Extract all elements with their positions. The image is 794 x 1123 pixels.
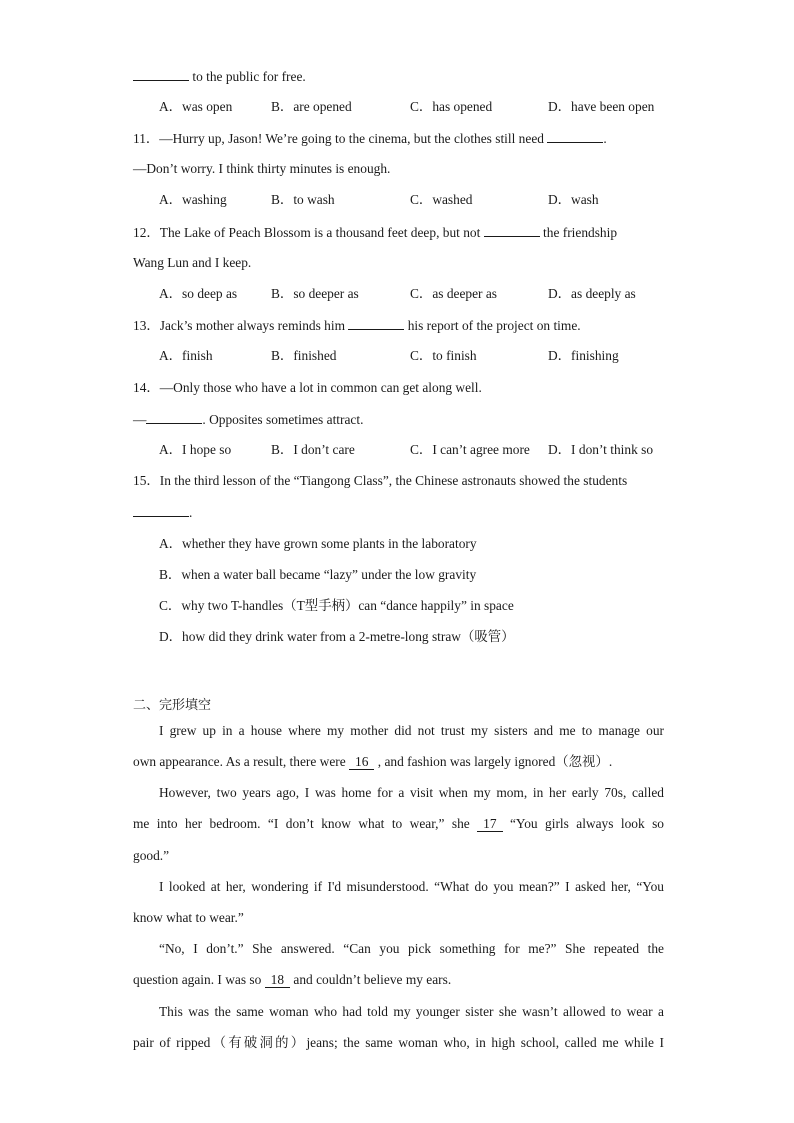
q14-reply: — . Opposites sometimes attract. <box>133 412 364 427</box>
cloze-blank-18: 18 <box>265 972 290 988</box>
q11-option-d: D．wash <box>548 192 599 207</box>
q11-stem: 11．—Hurry up, Jason! We’re going to the cinema, but the clothes still need . <box>133 131 607 146</box>
cloze-line: know what to wear.” <box>133 910 244 925</box>
q13-option-c: C．to finish <box>410 348 477 363</box>
q15-option-a: A．whether they have grown some plants in the laboratory <box>159 536 477 551</box>
cloze-line: “No, I don’t.” She answered. “Can you pick something for me?” She repeated the <box>159 941 664 956</box>
q14-options <box>0 441 794 459</box>
answer-blank <box>133 503 189 517</box>
q12-option-b: B．so deeper as <box>271 286 359 301</box>
q10-option-d: D．have been open <box>548 99 655 114</box>
answer-blank <box>484 223 540 237</box>
q15-stem: 15．In the third lesson of the “Tiangong Class”, the Chinese astronauts showed the students <box>133 473 628 488</box>
q12-stem-cont: Wang Lun and I keep. <box>133 255 252 270</box>
q14-option-c: C．I can’t agree more <box>410 442 530 457</box>
q14-stem: 14．—Only those who have a lot in common can get along well. <box>133 380 482 395</box>
cloze-line: question again. I was so 18 and couldn’t believe my ears. <box>133 972 452 987</box>
section-heading: 二、完形填空 <box>133 698 212 713</box>
q13-option-b: B．finished <box>271 348 337 363</box>
q13-option-d: D．finishing <box>548 348 619 363</box>
q11-options <box>0 191 794 209</box>
q11-option-b: B．to wash <box>271 192 335 207</box>
q13-options <box>0 347 794 365</box>
q12-options <box>0 285 794 303</box>
q12-option-a: A．so deep as <box>159 286 238 301</box>
q15-stem-cont: . <box>133 503 664 522</box>
q15-option-b: B．when a water ball became “lazy” under the low gravity <box>159 567 477 582</box>
cloze-line: However, two years ago, I was home for a visit when my mom, in her early 70s, called <box>159 785 664 800</box>
q12-stem: 12．The Lake of Peach Blossom is a thousand feet deep, but not the friendship <box>133 225 618 240</box>
q10-option-c: C．has opened <box>410 99 493 114</box>
answer-blank <box>547 129 603 143</box>
cloze-line: own appearance. As a result, there were 16 , and fashion was largely ignored（忽视）. <box>133 754 613 769</box>
cloze-line: me into her bedroom. “I don’t know what to wear,” she 17 “You girls always look so <box>133 816 664 831</box>
q10-option-a: A．was open <box>159 99 233 114</box>
cloze-line: good.” <box>133 848 170 863</box>
cloze-line: I looked at her, wondering if I'd misunderstood. “What do you mean?” I asked her, “You <box>159 879 664 894</box>
cloze-blank-16: 16 <box>349 754 374 770</box>
q10-option-b: B．are opened <box>271 99 352 114</box>
q11-reply: —Don’t worry. I think thirty minutes is enough. <box>133 161 391 176</box>
q15-option-c: C．why two T-handles（T型手柄）can “dance happily” in space <box>159 598 514 613</box>
q11-option-c: C．washed <box>410 192 473 207</box>
q14-option-d: D．I don’t think so <box>548 442 654 457</box>
q13-option-a: A．finish <box>159 348 213 363</box>
answer-blank <box>348 316 404 330</box>
q10-stem: to the public for free. <box>133 67 664 86</box>
q13-stem: 13．Jack’s mother always reminds him his report of the project on time. <box>133 318 581 333</box>
q14-option-b: B．I don’t care <box>271 442 355 457</box>
q11-option-a: A．washing <box>159 192 227 207</box>
cloze-line: pair of ripped（有破洞的）jeans; the same woman who, in high school, called me while I <box>133 1035 664 1050</box>
q12-option-d: D．as deeply as <box>548 286 636 301</box>
cloze-line: I grew up in a house where my mother did not trust my sisters and me to manage our <box>159 723 664 738</box>
q10-options <box>0 98 794 116</box>
answer-blank <box>146 410 202 424</box>
q12-option-c: C．as deeper as <box>410 286 498 301</box>
answer-blank <box>133 67 189 81</box>
q14-option-a: A．I hope so <box>159 442 232 457</box>
cloze-line: This was the same woman who had told my younger sister she wasn’t allowed to wear a <box>159 1004 664 1019</box>
q15-option-d: D．how did they drink water from a 2-metre-long straw（吸管） <box>159 629 515 644</box>
cloze-blank-17: 17 <box>477 816 502 832</box>
